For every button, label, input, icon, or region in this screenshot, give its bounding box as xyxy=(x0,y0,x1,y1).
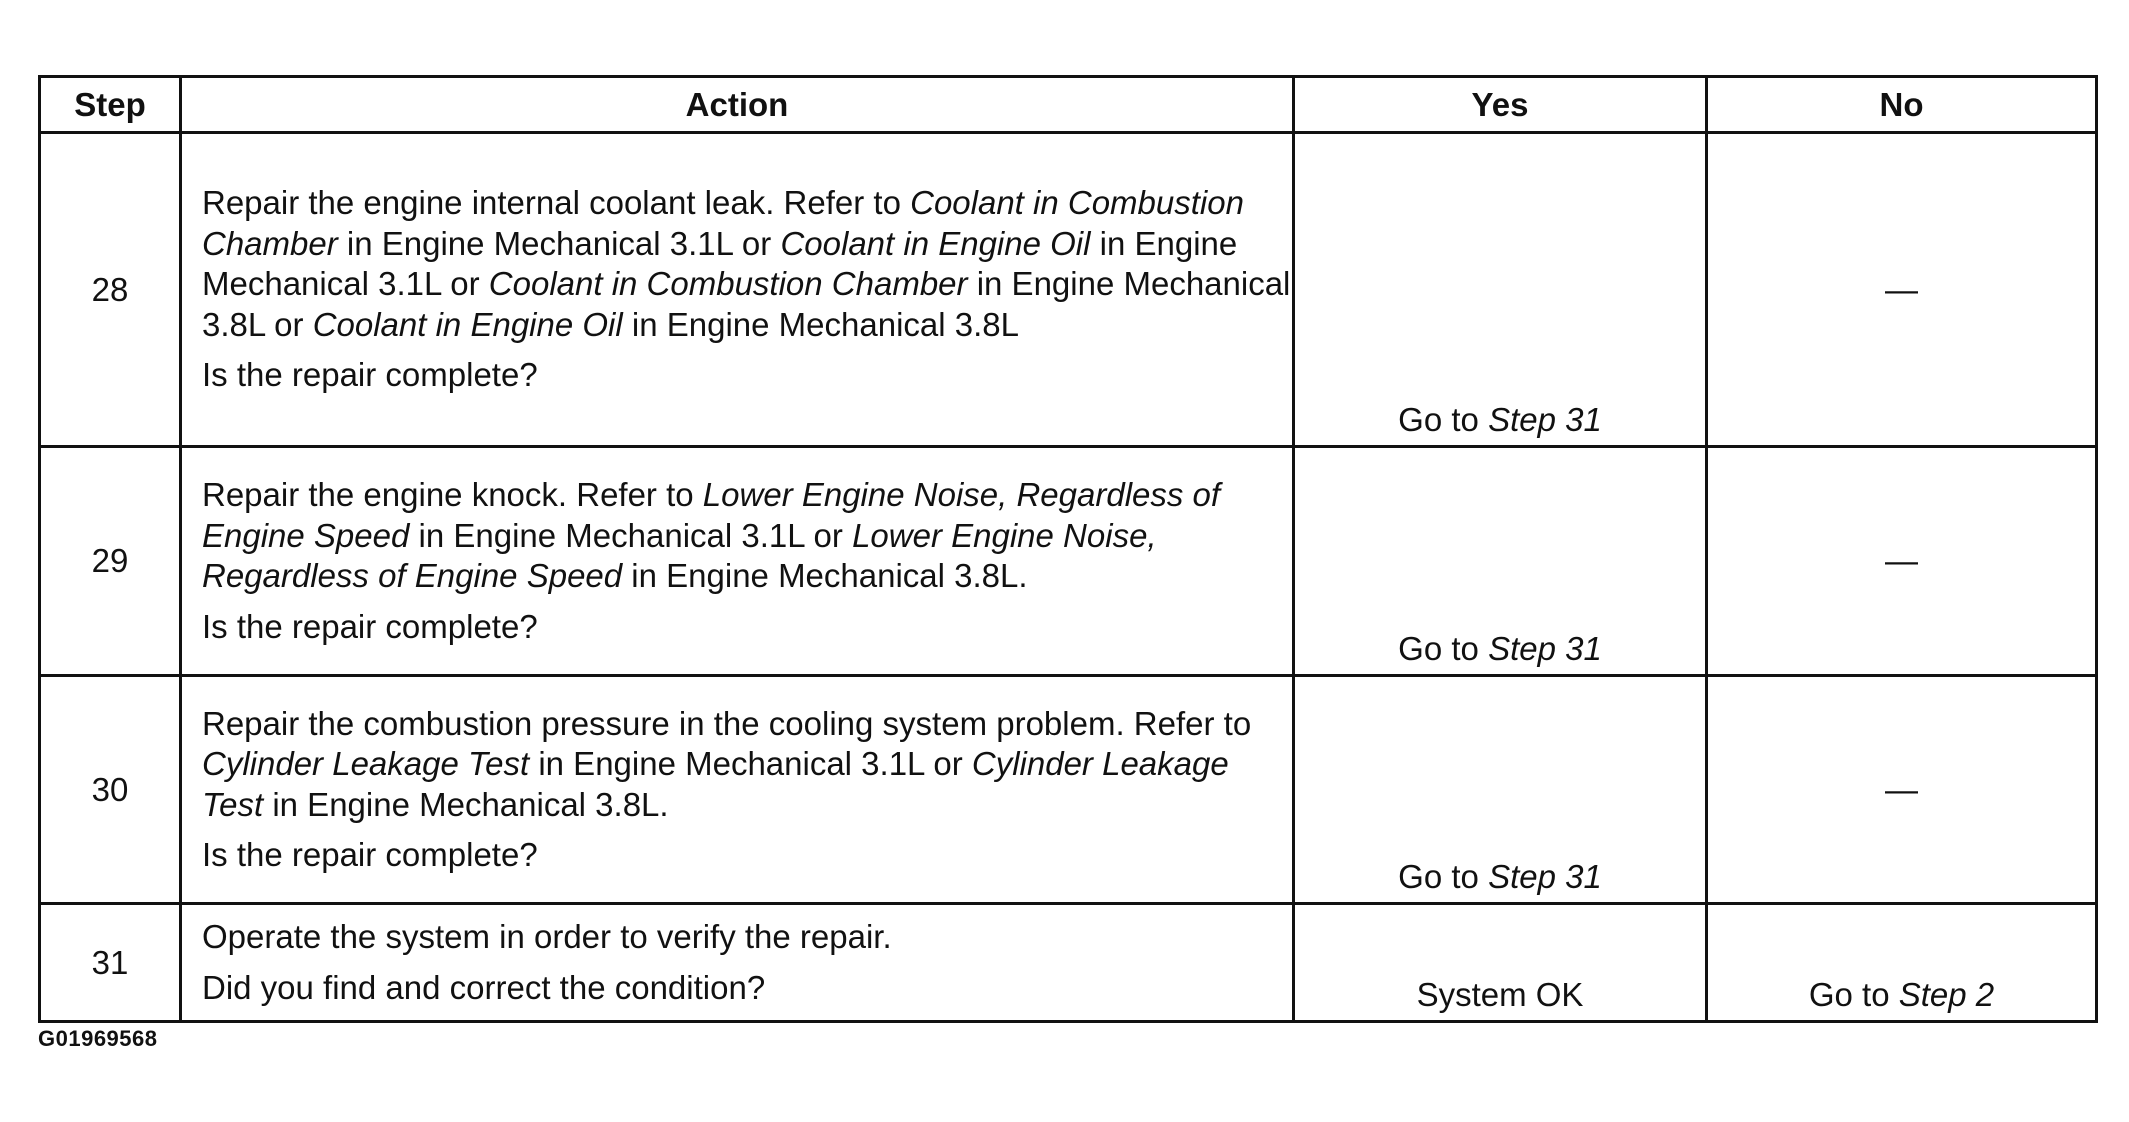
header-yes: Yes xyxy=(1294,77,1707,133)
instruction-text: Repair the engine knock. Refer to xyxy=(202,476,703,513)
reference-link-text: Coolant in Engine Oil xyxy=(312,305,623,343)
instruction-text: in Engine Mechanical 3.8L or xyxy=(202,265,1291,343)
table-row xyxy=(40,904,2097,1022)
no-outcome xyxy=(1707,904,2097,1022)
table-row xyxy=(40,447,2097,676)
action-text xyxy=(181,676,1294,904)
action-question: Is the repair complete? xyxy=(202,836,538,873)
yes-step-reference: Step 31 xyxy=(1488,401,1602,438)
figure-id: G01969568 xyxy=(38,1026,158,1051)
instruction-text: Operate the system in order to verify the repair. xyxy=(202,918,892,955)
action-text xyxy=(181,133,1294,447)
yes-outcome-text: Go to xyxy=(1398,401,1489,438)
yes-outcome xyxy=(1294,133,1707,447)
diagnostic-table xyxy=(38,75,2098,1023)
step-number: 30 xyxy=(40,676,181,904)
reference-link-text: Lower Engine Noise, Regardless of Engine Speed xyxy=(202,516,1157,594)
reference-link-text: Cylinder Leakage Test xyxy=(202,745,1229,823)
no-outcome-dash: — xyxy=(1885,770,1918,808)
no-outcome xyxy=(1707,447,2097,676)
yes-outcome xyxy=(1294,447,1707,676)
instruction-text: in Engine Mechanical 3.8L xyxy=(622,305,1019,343)
action-instruction xyxy=(202,917,1292,958)
no-outcome xyxy=(1707,676,2097,904)
action-question: Is the repair complete? xyxy=(202,356,538,394)
action-text xyxy=(181,904,1294,1022)
no-outcome-text: Go to xyxy=(1808,976,1899,1013)
instruction-text: in Engine Mechanical 3.8L. xyxy=(622,557,1028,594)
instruction-text: in Engine Mechanical 3.1L or xyxy=(337,224,781,262)
reference-link-text: Coolant in Combustion Chamber xyxy=(202,184,1244,262)
header-no: No xyxy=(1707,77,2097,133)
table-row xyxy=(40,133,2097,447)
no-outcome xyxy=(1707,133,2097,447)
action-instruction xyxy=(202,475,1292,597)
action-question: Did you find and correct the condition? xyxy=(202,968,766,1006)
yes-outcome-text: Go to xyxy=(1398,858,1489,895)
instruction-text: in Engine Mechanical 3.8L. xyxy=(263,785,669,823)
instruction-text: Repair the engine internal coolant leak. Refer to xyxy=(202,184,911,222)
instruction-text: Repair the combustion pressure in the cooling system problem. Refer to xyxy=(202,704,1252,742)
instruction-text: in Engine Mechanical 3.1L or xyxy=(529,745,972,782)
action-text xyxy=(181,447,1294,676)
action-instruction xyxy=(202,183,1292,345)
yes-outcome xyxy=(1294,904,1707,1022)
table-row xyxy=(40,676,2097,904)
instruction-text: in Engine Mechanical 3.1L or xyxy=(202,224,1238,303)
step-number: 28 xyxy=(40,133,181,447)
action-instruction xyxy=(202,704,1292,826)
reference-link-text: Lower Engine Noise, Regardless of Engine Speed xyxy=(202,476,1221,554)
yes-outcome-text: Go to xyxy=(1398,630,1489,667)
table-header-row xyxy=(40,77,2097,133)
step-number: 29 xyxy=(40,447,181,676)
yes-step-reference: Step 31 xyxy=(1488,630,1602,667)
reference-link-text: Cylinder Leakage Test xyxy=(202,745,530,782)
yes-outcome xyxy=(1294,676,1707,904)
reference-link-text: Coolant in Combustion Chamber xyxy=(488,265,968,303)
yes-outcome-text: System OK xyxy=(1416,976,1584,1013)
instruction-text: in Engine Mechanical 3.1L or xyxy=(409,516,853,554)
no-step-reference: Step 2 xyxy=(1898,976,1995,1013)
reference-link-text: Coolant in Engine Oil xyxy=(780,224,1091,262)
header-step: Step xyxy=(40,77,181,133)
header-action: Action xyxy=(181,77,1294,133)
action-question: Is the repair complete? xyxy=(202,607,538,645)
step-number: 31 xyxy=(40,904,181,1022)
no-outcome-dash: — xyxy=(1885,270,1918,308)
no-outcome-dash: — xyxy=(1885,542,1918,579)
yes-step-reference: Step 31 xyxy=(1488,858,1602,895)
